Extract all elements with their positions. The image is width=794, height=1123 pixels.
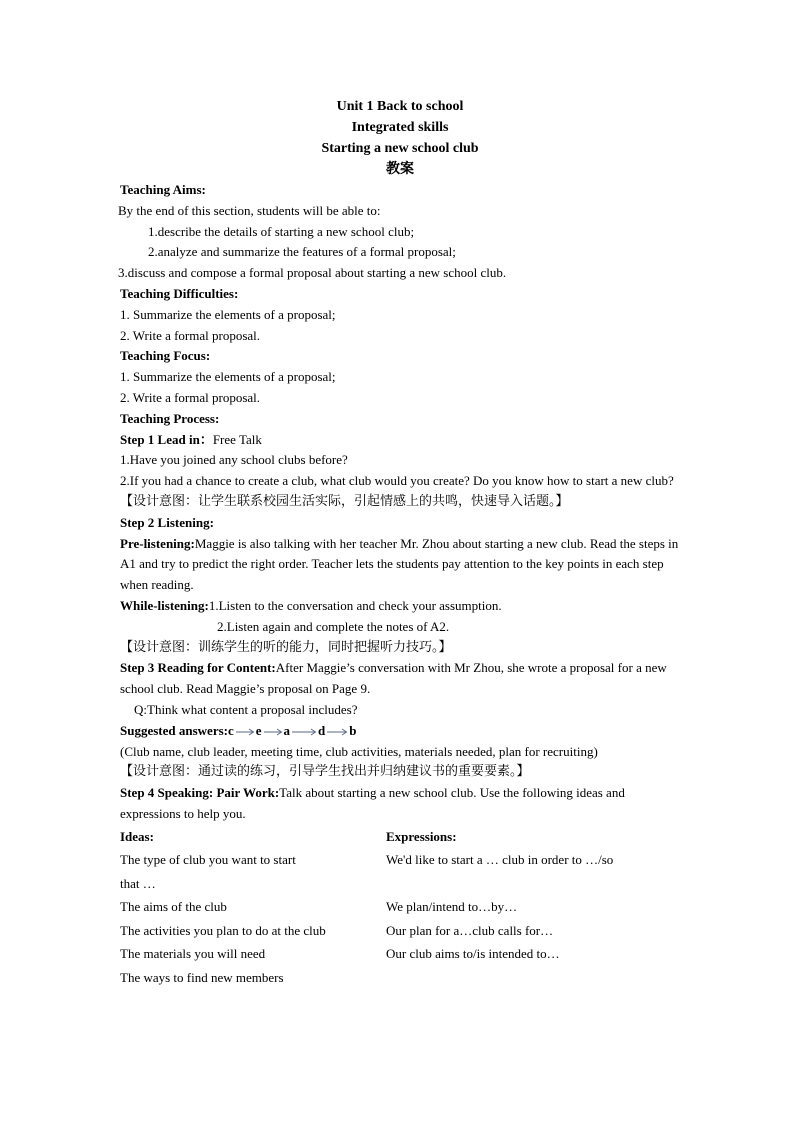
pre-listening-text: Maggie is also talking with her teacher Mr. Zhou about starting a new club. Read the steps in A1 and try to predict the right order. Teacher lets the students pay attention to the key points in each step when reading. [120,535,679,593]
step4-paragraph [120,783,680,825]
step1-design-note: 【设计意图：让学生联系校园生活实际，引起情感上的共鸣，快速导入话题。】 [120,493,569,509]
while-listening-line [120,596,680,617]
lesson-title: Starting a new school club [321,141,479,156]
step4-text: Talk about starting a new school club. Use the following ideas and expressions to help you. [120,785,625,821]
idea-cell: The aims of the club [120,899,227,915]
aim-item-3: 3.discuss and compose a formal proposal about starting a new school club. [118,265,507,281]
ideas-row [120,872,680,896]
ideas-row [120,942,680,966]
lesson-plan-label: 教案 [386,161,414,177]
while-listening-item-2: 2.Listen again and complete the notes of A2. [217,618,450,634]
idea-cell: The activities you plan to do at the club [120,922,326,938]
focus-heading: Teaching Focus: [120,348,211,364]
answer-sequence [228,723,357,738]
idea-cell: that … [120,875,156,891]
ideas-row [120,848,680,872]
expression-cell: We plan/intend to…by… [386,899,518,915]
step1-line [120,430,680,451]
step3-text: After Maggie’s conversation with Mr Zhou, she wrote a proposal for a new school club. Read Maggie’s proposal on Page 9. [120,660,667,697]
aims-heading: Teaching Aims: [120,182,206,197]
idea-cell: The materials you will need [120,946,266,962]
focus-item-1: 1. Summarize the elements of a proposal; [120,369,336,385]
section-title: Integrated skills [351,120,449,135]
arrow-right-icon [263,728,283,736]
ideas-row [120,919,680,943]
step3-design-note: 【设计意图：通过读的练习，引导学生找出并归纳建议书的重要要素。】 [120,764,530,780]
ideas-row [120,895,680,919]
difficulty-item-2: 2. Write a formal proposal. [120,327,261,343]
suggested-answers-line [120,721,680,742]
suggested-answers-label: Suggested answers: [120,722,228,738]
focus-item-2: 2. Write a formal proposal. [120,389,261,405]
idea-cell: The type of club you want to start [120,852,296,868]
expression-cell: Our club aims to/is intended to… [386,946,560,962]
step1-text: Free Talk [212,431,262,447]
while-listening-item-1: 1.Listen to the conversation and check your assumption. [208,597,502,613]
expression-cell: Our plan for a…club calls for… [386,922,554,938]
expression-cell [386,966,680,990]
step2-design-note: 【设计意图：训练学生的听的能力，同时把握听力技巧。】 [120,639,452,655]
while-listening-label: While-listening: [120,597,209,613]
unit-title: Unit 1 Back to school [336,99,464,114]
arrow-right-icon [291,728,317,736]
step1-label: Step 1 Lead in： [120,431,213,447]
expressions-heading: Expressions: [386,828,457,844]
step3-paragraph [120,658,680,700]
step3-question: Q:Think what content a proposal includes? [134,701,358,717]
arrow-right-icon [235,728,255,736]
answer-c: c [227,722,234,738]
answer-e: e [255,722,262,738]
lesson-plan-page [120,96,680,989]
expression-cell: We'd like to start a … club in order to …/so [386,852,614,868]
step1-question-2: 2.If you had a chance to create a club, what club would you create? Do you know how to start a new club? [120,473,674,489]
answer-d: d [318,722,326,738]
difficulty-item-1: 1. Summarize the elements of a proposal; [120,306,336,322]
idea-cell: The ways to find new members [120,969,284,985]
step4-label: Step 4 Speaking: Pair Work: [120,785,280,801]
pre-listening-paragraph [120,534,680,596]
answer-b: b [349,722,357,738]
aims-intro: By the end of this section, students will be able to: [118,202,381,218]
ideas-heading: Ideas: [120,828,154,844]
proposal-elements: (Club name, club leader, meeting time, club activities, materials needed, plan for recruiting) [120,743,598,759]
step2-heading: Step 2 Listening: [120,514,214,530]
answer-a: a [283,722,291,738]
aim-item-2: 2.analyze and summarize the features of a formal proposal; [148,244,456,260]
process-heading: Teaching Process: [120,410,220,426]
step1-question-1: 1.Have you joined any school clubs before? [120,452,348,468]
expression-cell [386,872,680,896]
step3-label: Step 3 Reading for Content: [120,660,276,676]
aim-item-1: 1.describe the details of starting a new school club; [148,223,415,239]
ideas-row [120,966,680,990]
difficulties-heading: Teaching Difficulties: [120,285,239,301]
arrow-right-icon [326,728,348,736]
pre-listening-label: Pre-listening: [120,535,195,551]
ideas-table-header [120,825,680,849]
